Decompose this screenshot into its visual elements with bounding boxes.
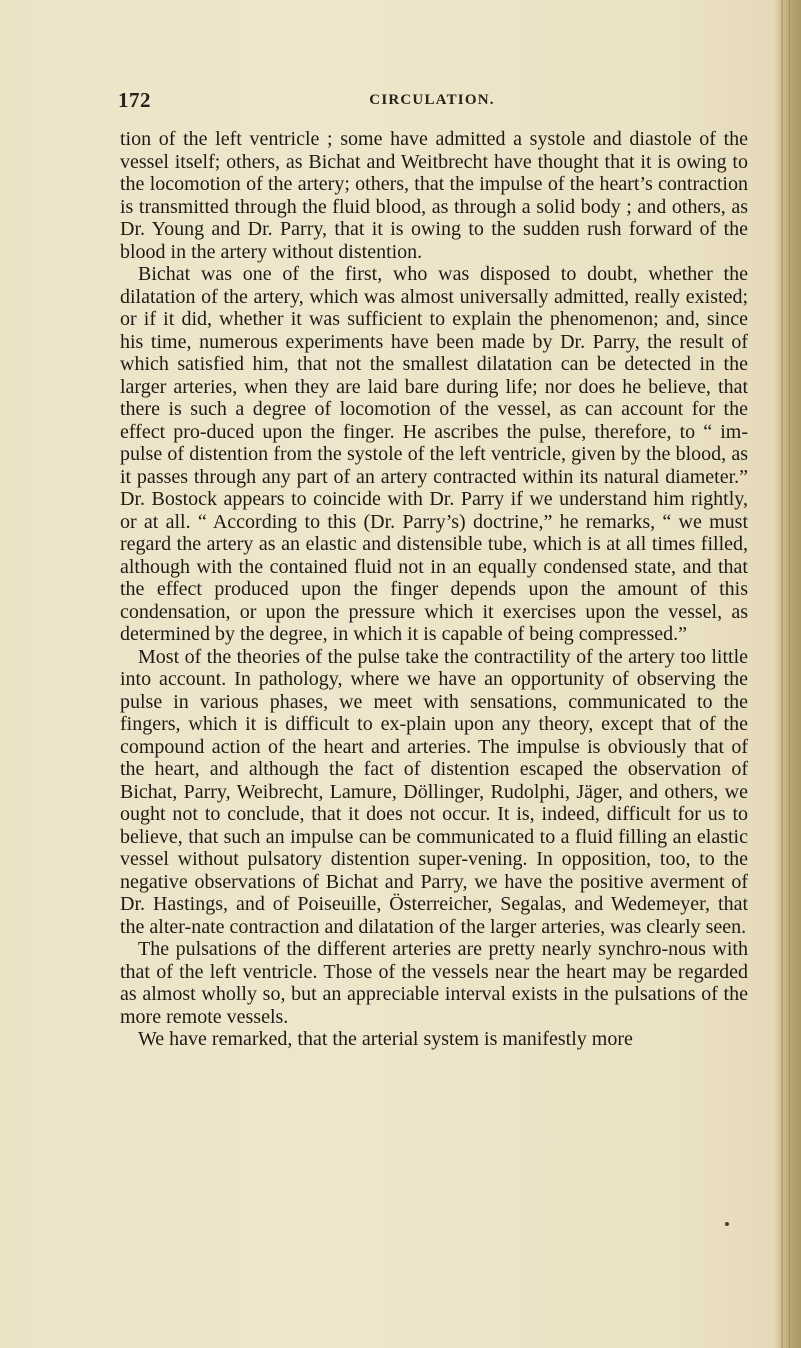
page-edge-shadow: [775, 0, 801, 1348]
body-text: [120, 128, 748, 1051]
page-number: 172: [118, 88, 151, 112]
paragraph: Bichat was one of the first, who was disposed to doubt, whether the dilatation of the artery, which was almost universally admitted, really existed; or if it did, whether it was sufficient to explain the phenomenon; and, since his time, numerous experiments have been made by Dr. Parry, the result of which satisfied him, that not the smallest dilatation can be detected in the larger arteries, when they are laid bare during life; nor does he believe, that there is such a degree of locomotion of the vessel, as can account for the effect pro-duced upon the finger. He ascribes the pulse, therefore, to “ im-pulse of distention from the systole of the left ventricle, given by the blood, as it passes through any part of an artery contracted within its natural diameter.” Dr. Bostock appears to coincide with Dr. Parry if we understand him rightly, or at all. “ According to this (Dr. Parry’s) doctrine,” he remarks, “ we must regard the artery as an elastic and distensible tube, which is at all times filled, although with the contained fluid not in an equally condensed state, and that the effect produced upon the finger depends upon the amount of this condensation, or upon the pressure which it exercises upon the vessel, as determined by the degree, in which it is capable of being compressed.”: [120, 263, 748, 645]
running-head: CIRCULATION.: [369, 92, 495, 108]
paragraph: The pulsations of the different arteries are pretty nearly synchro-nous with that of the left ventricle. Those of the vessels near the heart may be regarded as almost wholly so, but an appreciable interval exists in the pulsations of the more remote vessels.: [120, 938, 748, 1028]
paragraph: tion of the left ventricle ; some have admitted a systole and diastole of the vessel itself; others, as Bichat and Weitbrecht have thought that it is owing to the locomotion of the artery; others, that the impulse of the heart’s contraction is transmitted through the fluid blood, as through a solid body ; and others, as Dr. Young and Dr. Parry, that it is owing to the sudden rush forward of the blood in the artery without distention.: [120, 128, 748, 263]
page-header: [118, 84, 746, 118]
ink-speck: [725, 1222, 729, 1226]
paragraph: We have remarked, that the arterial system is manifestly more: [138, 1028, 633, 1050]
paragraph: Most of the theories of the pulse take the contractility of the artery too little into account. In pathology, where we have an opportunity of observing the pulse in various phases, we meet with sensations, communicated to the fingers, which it is difficult to ex-plain upon any theory, except that of the compound action of the heart and arteries. The impulse is obviously that of the heart, and although the fact of distention escaped the observation of Bichat, Parry, Weibrecht, Lamure, Döllinger, Rudolphi, Jäger, and others, we ought not to conclude, that it does not occur. It is, indeed, difficult for us to believe, that such an impulse can be communicated to a fluid filling an elastic vessel without pulsatory distention super-vening. In opposition, too, to the negative observations of Bichat and Parry, we have the positive averment of Dr. Hastings, and of Poiseuille, Österreicher, Segalas, and Wedemeyer, that the alter-nate contraction and dilatation of the larger arteries, was clearly seen.: [120, 645, 748, 938]
